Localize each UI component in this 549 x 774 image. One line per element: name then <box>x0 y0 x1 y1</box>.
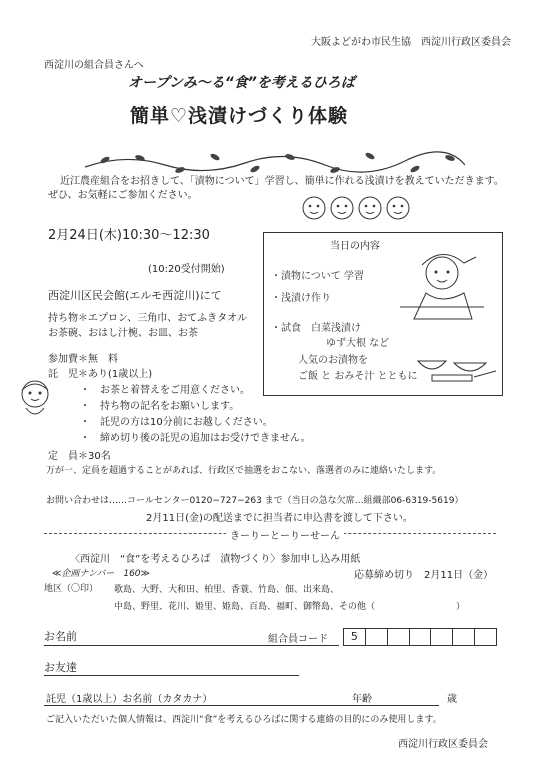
intro-line-2: ぜひ、お気軽にご参加ください。 <box>48 190 198 201</box>
friend-input-line[interactable] <box>44 675 299 676</box>
child-mascot-icon <box>14 376 56 422</box>
deadline-note: 2月11日(金)の配送までに担当者に申込書を渡して下さい。 <box>146 513 413 524</box>
box-item-5: 人気のお漬物を <box>298 355 368 366</box>
member-code-input[interactable] <box>343 628 497 646</box>
box-item-1: ・漬物について 学習 <box>271 271 364 282</box>
event-title: 簡単♡浅漬けづくり体験 <box>130 105 349 127</box>
code-cell[interactable]: 5 <box>344 629 366 645</box>
header-org: 大阪よどがわ市民生協 西淀川行政区委員会 <box>311 37 511 48</box>
child-name-label: 託児（1歳以上）お名前（カタカナ） <box>46 694 213 705</box>
childcare-note-2: ・ 持ち物の記名をお願いします。 <box>80 401 240 412</box>
code-cell[interactable] <box>453 629 475 645</box>
reception-time: (10:20受付開始) <box>148 264 225 275</box>
childcare: 託 児＊あり(1歳以上) <box>48 369 153 380</box>
kids-faces-icon <box>300 190 420 226</box>
area-options-row-2[interactable]: 中島、野里、花川、姫里、姫島、百島、福町、御幣島、その他（ ） <box>114 602 466 612</box>
childcare-note-3: ・ 託児の方は10分前にお越しください。 <box>80 417 273 428</box>
meal-bowls-icon <box>414 341 496 385</box>
code-cell[interactable] <box>475 629 496 645</box>
childcare-note-1: ・ お茶と着替えをご用意ください。 <box>80 385 250 396</box>
bring-items-2: お茶碗、おはし汁椀、お皿、お茶 <box>48 328 198 339</box>
code-cell[interactable] <box>366 629 388 645</box>
footer-org: 西淀川行政区委員会 <box>398 739 488 750</box>
event-date: 2月24日(木)10:30〜12:30 <box>48 228 210 243</box>
box-item-6: ご飯 と おみそ汁 とともに <box>298 371 418 382</box>
name-label: お名前 <box>44 630 77 643</box>
code-cell[interactable] <box>410 629 432 645</box>
form-deadline: 応募締め切り 2月11日（金） <box>354 570 494 581</box>
day-content-box <box>263 232 503 396</box>
plan-number: ≪企画ナンバー 160≫ <box>52 569 150 579</box>
cut-label: きーりーとーりーせーん <box>226 527 344 542</box>
capacity: 定 員＊30名 <box>48 451 111 462</box>
box-item-2: ・浅漬け作り <box>271 293 331 304</box>
contact-info: お問い合わせは……コールセンター0120−727−263 まで（当日の急な欠席…組織部06-6319-5619） <box>46 496 464 506</box>
venue: 西淀川区民会館(エルモ西淀川)にて <box>48 289 222 302</box>
event-subtitle: オープンみ〜る“食”を考えるひろば <box>128 75 355 91</box>
box-item-4: ゆず大根 など <box>326 338 390 349</box>
child-name-input-line[interactable] <box>44 705 439 706</box>
code-cell[interactable] <box>388 629 410 645</box>
box-item-3: ・試食 白菜浅漬け <box>271 323 361 334</box>
member-code-label: 組合員コード <box>268 634 328 645</box>
bring-items-1: 持ち物＊エプロン、三角巾、おてふきタオル <box>48 313 248 324</box>
name-input-line[interactable] <box>44 645 339 646</box>
privacy-note: ご記入いただいた個人情報は、西淀川“食”を考えるひろばに関する連絡の目的にのみ使用します。 <box>46 715 442 725</box>
intro-line-1: 近江農産組合をお招きして、「漬物について」学習し、簡単に作れる浅漬けを教えていただきます。 <box>60 176 504 187</box>
area-options-row-1[interactable]: 歌島、大野、大和田、柏里、香蓑、竹島、佃、出来島、 <box>114 585 340 595</box>
childcare-note-4: ・ 締め切り後の託児の追加はお受けできません。 <box>80 433 311 444</box>
box-title: 当日の内容 <box>330 241 380 252</box>
woman-cooking-icon <box>392 243 492 321</box>
code-cell[interactable] <box>431 629 453 645</box>
addressee: 西淀川の組合員さんへ <box>44 60 144 71</box>
form-title: 〈西淀川 “食”を考えるひろば 漬物づくり〉参加申し込み用紙 <box>70 554 361 565</box>
lottery-note: 万が一、定員を超過することがあれば、行政区で抽選をおこない、落選者のみに連絡いたします。 <box>46 466 442 476</box>
age-label: 年齢 <box>352 694 372 705</box>
friend-label: お友達 <box>44 661 77 674</box>
fee: 参加費＊無 料 <box>48 354 118 365</box>
age-unit: 歳 <box>447 694 457 705</box>
area-label: 地区（〇印） <box>44 584 99 594</box>
